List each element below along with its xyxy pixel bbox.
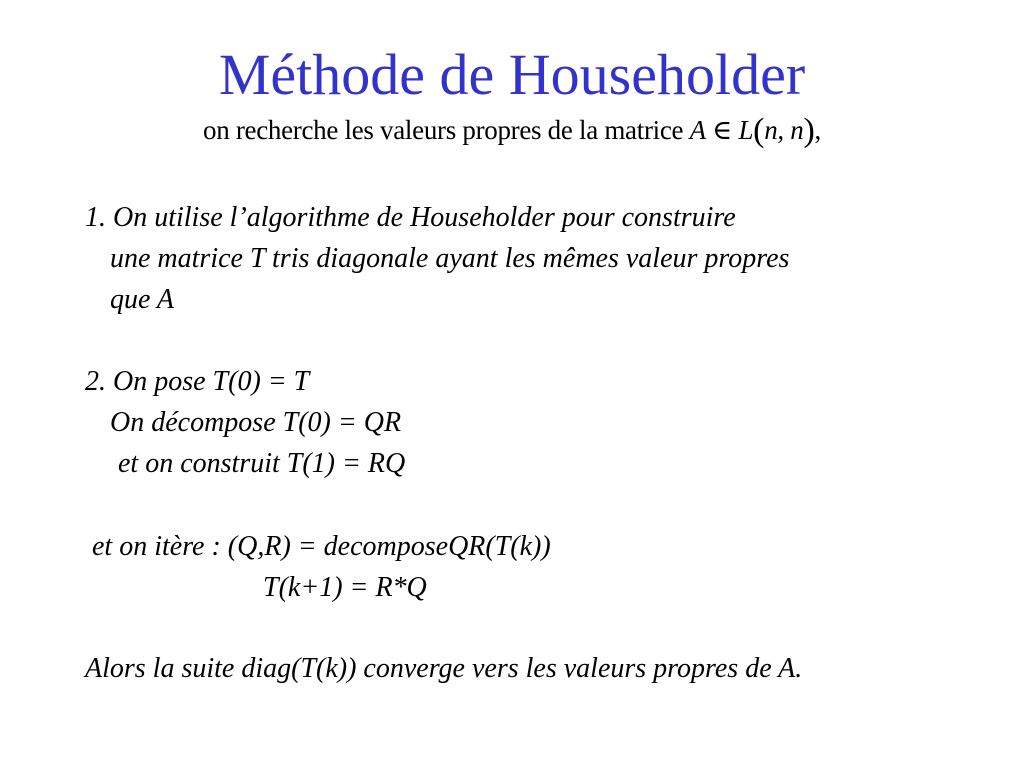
- conclusion-line: Alors la suite diag(T(k)) converge vers les valeurs propres de A.: [85, 653, 803, 684]
- subtitle-trailing-comma: ,: [814, 115, 821, 145]
- math-paren-open: (: [753, 112, 765, 149]
- math-element-of-symbol: ∈: [705, 115, 739, 145]
- iterate-line1: et on itère : (Q,R) = decomposeQR(T(k)): [92, 531, 551, 562]
- iterate-line2: T(k+1) = R*Q: [263, 572, 427, 603]
- math-dimensions: n, n: [764, 115, 804, 145]
- slide-title: Méthode de Householder: [218, 42, 806, 107]
- subtitle-text: on recherche les valeurs propres de la matrice: [203, 115, 690, 145]
- step1-line3: que A: [110, 284, 175, 315]
- math-paren-close: ): [803, 112, 815, 149]
- step1-line2: une matrice T tris diagonale ayant les mêmes valeur propres: [110, 243, 790, 274]
- step2-line1: 2. On pose T(0) = T: [85, 366, 310, 397]
- step1-line1: 1. On utilise l’algorithme de Householder pour construire: [85, 202, 736, 233]
- step2-line2: On décompose T(0) = QR: [110, 407, 402, 438]
- math-space-l: L: [738, 115, 754, 145]
- step2-line3: et on construit T(1) = RQ: [118, 448, 406, 479]
- slide-subtitle: [0, 110, 1024, 151]
- math-matrix-a: A: [689, 115, 706, 145]
